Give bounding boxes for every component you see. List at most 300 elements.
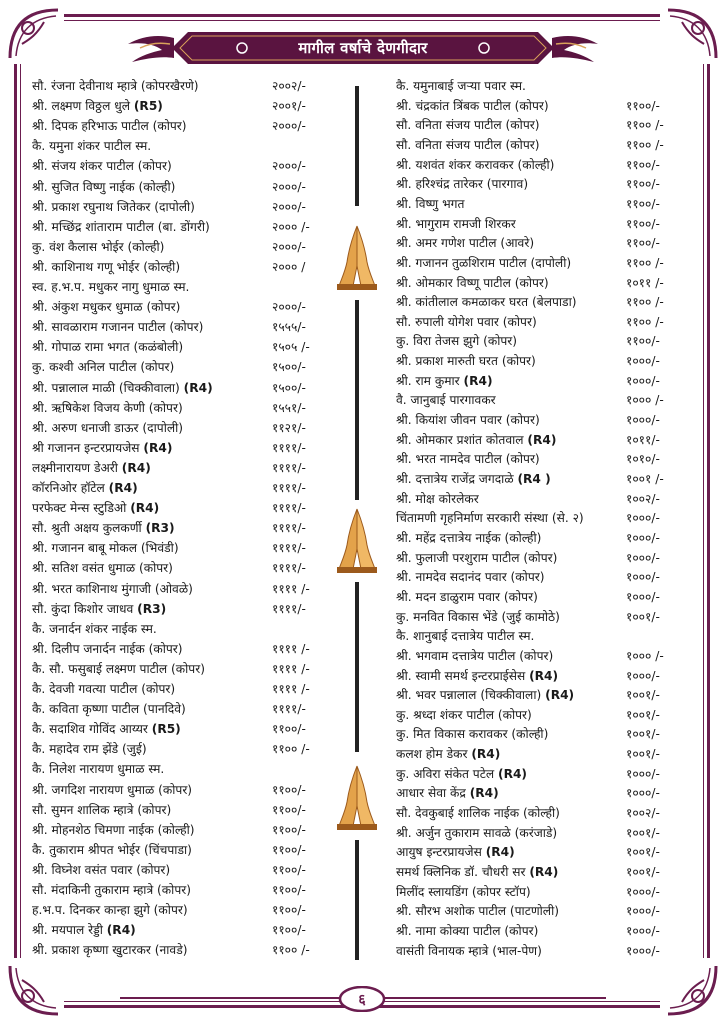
donor-name [396,155,554,175]
donor-row [32,438,344,458]
donor-name-text: मिलींद स्लायडिंग (कोपर स्टॉप) [396,884,531,899]
donor-name [32,538,179,558]
donation-amount: १०००/- [626,530,660,545]
donor-row [32,277,344,297]
donor-name [396,587,538,607]
donation-amount: ११००/- [272,822,306,837]
donation-amount: ११००/- [272,722,306,737]
donor-row [32,398,344,418]
donor-name [396,174,528,194]
donation-amount: १०००/- [626,413,660,428]
donation-amount: ११००/- [272,883,306,897]
donor-row [32,920,344,940]
donor-name-text: श्री. विघ्नेश वसंत पवार (कोपर) [32,862,171,877]
corner-ornament-icon [6,6,62,62]
donor-name-text: कु. श्रध्दा शंकर पाटील (कोपर) [396,707,532,722]
receipt-tag: (R4) [463,373,493,388]
donor-row [32,940,344,960]
donor-row [32,599,344,619]
donor-name-text: चिंतामणी गृहनिर्माण सरकारी संस्था (से. २) [396,511,584,526]
donation-amount: १००१/- [626,845,660,860]
donor-name [396,626,534,646]
donor-row [32,116,344,136]
donor-name-text: श्री. मदन डाळुराम पवार (कोपर) [396,589,538,604]
donor-name [32,478,138,498]
donor-row [32,96,344,116]
donor-name [32,820,195,840]
donor-name-text: आयुष इन्टरप्रायजेस [396,845,482,860]
receipt-tag: (R4) [130,501,160,516]
donor-name-text: श्री. प्रकाश कृष्णा खुटारकर (नावडे) [32,943,188,958]
donor-name [396,253,571,273]
receipt-tag: (R4) [498,766,528,781]
folded-hands-icon [337,762,377,832]
donation-amount: ११११/- [272,460,306,475]
donation-amount: १००१/- [626,609,660,624]
donor-name [32,860,170,880]
donor-name-text: ह.भ.प. दिनकर कान्हा झुगे (कोपर) [32,903,188,918]
donation-amount: १५००/- [272,360,306,375]
donation-amount: १००२/- [626,491,660,506]
donation-amount: १५००/- [272,380,306,395]
donor-row [32,257,344,277]
donor-row [396,666,686,686]
donation-amount: ११००/- [626,196,660,211]
donor-name [32,96,163,116]
donor-row [32,458,344,478]
donor-name [396,508,584,528]
donor-name-text: श्री. लक्ष्मण विठ्ठल धुले [32,99,130,114]
donor-name-text: श्री. सौरभ अशोक पाटील (पाटणोली) [396,904,559,919]
donor-name-text: श्री. राम कुमार [396,373,460,388]
donor-name-text: सौ. श्रुती अक्षय कुलकर्णी [32,521,142,536]
donor-name [396,783,499,803]
donor-name [396,351,536,371]
donor-name [32,498,159,518]
donor-row [396,803,686,823]
donor-name [396,567,545,587]
receipt-tag: (R4) [183,380,213,395]
donation-amount: १०००/- [626,766,660,781]
donor-name [32,357,174,377]
donor-name [396,823,557,843]
donor-name-text: कु. मित विकास करावकर (कोल्ही) [396,727,549,742]
donor-name [32,317,203,337]
donation-amount: १०००/- [626,884,660,899]
donor-name-text: सौ. रंजना देवीनाथ म्हात्रे (कोपरखैरणे) [32,79,199,93]
donor-name [396,76,526,96]
donor-name-text: कै. देवजी गवत्या पाटील (कोपर) [32,682,176,696]
donor-name [32,759,164,779]
donor-name [396,548,557,568]
donor-name-text: कै. सौ. फसुबाई लक्ष्मण पाटील (कोपर) [32,661,205,676]
donor-row [396,685,686,705]
donor-name-text: श्री. मयपाल रेड्डी [32,923,103,938]
donor-name-text: श्री. कांतीलाल कमळाकर घरत (बेलपाडा) [396,295,577,310]
donor-row [32,659,344,679]
donor-name-text: कै. सदाशिव गोविंद आय्यर [32,722,148,737]
donor-name [32,780,192,800]
donor-name-text: श्री. स्वामी समर्थ इन्टरप्राईसेस [396,668,526,683]
donor-row [396,331,686,351]
center-divider [355,582,359,752]
donor-name-text: श्री. जगदिश नारायण धुमाळ (कोपर) [32,782,193,797]
donor-row [396,842,686,862]
donor-name-text: श्री. अंकुश मधुकर धुमाळ (कोपर) [32,300,181,315]
donor-name-text: वै. जानुबाई पारगावकर [396,393,496,408]
donation-amount: १०००/- [626,589,660,604]
donation-amount: १००१ /- [626,472,664,486]
donor-name [396,882,531,902]
donor-row [396,941,686,961]
donor-name [32,800,171,820]
receipt-tag: (R4) [545,688,575,703]
donor-row [396,76,686,96]
donor-name [32,619,157,639]
donor-row [396,273,686,293]
donation-amount: ११०० /- [626,118,664,133]
donor-row [396,96,686,116]
donor-row [396,410,686,430]
donor-row [396,233,686,253]
donation-amount: ११११ /- [272,682,310,696]
donor-name [32,237,164,257]
donor-name [396,901,559,921]
donor-name-text: कलश होम डेकर [396,747,468,762]
donation-amount: ११०० /- [272,943,310,958]
donor-name-text: कै. कविता कृष्णा पाटील (पानदिवे) [32,702,186,717]
center-divider [355,840,359,960]
donor-row [32,800,344,820]
donation-amount: ११२१/- [272,420,306,435]
donor-name-text: श्री. मोहनशेठ चिमणा नाईक (कोल्ही) [32,822,195,837]
donor-row [32,558,344,578]
donor-name [32,398,183,418]
donor-name [32,297,180,317]
donor-name-text: श्री. सावळाराम गजानन पाटील (कोपर) [32,320,204,335]
donor-name-text: श्री. भरत नामदेव पाटील (कोपर) [396,452,540,467]
donation-amount: १०१०/- [626,452,660,467]
donor-row [32,759,344,779]
donor-name-text: श्री. अमर गणेश पाटील (आवरे) [396,236,535,251]
donor-row [396,449,686,469]
donation-amount: ११११/- [272,481,306,495]
donation-amount: ११००/- [272,842,306,857]
donor-name [32,579,193,599]
donor-row [32,156,344,176]
donor-row [32,679,344,699]
banner-left-flourish-icon [118,30,174,66]
donor-name [396,430,556,450]
receipt-tag: (R4) [529,865,559,879]
donor-name-text: सौ. वनिता संजय पाटील (कोपर) [396,118,540,133]
donation-amount: १००१/- [626,865,660,879]
page-title: मागील वर्षाचे देणगीदार [298,39,428,57]
receipt-tag: (R4) [469,786,499,801]
donation-amount: ११११ /- [272,581,310,596]
center-divider [355,300,359,500]
donor-name [32,719,181,739]
donation-amount: १००० /- [626,648,664,663]
center-divider [355,86,359,206]
donor-name [32,257,180,277]
donor-row [32,880,344,900]
donor-name-text: सौ. रुपाली योगेश पवार (कोपर) [396,314,537,329]
receipt-tag: (R5) [151,722,181,737]
donation-amount: १०००/- [626,570,660,585]
donor-row [32,840,344,860]
donor-name-text: श्री. दिलीप जनार्दन नाईक (कोपर) [32,641,183,656]
donation-amount: ११००/- [272,782,306,797]
donor-row [396,194,686,214]
donor-name [32,197,195,217]
donor-name-text: श्री. मच्छिंद्र शांताराम पाटील (बा. डोंगरी) [32,219,210,234]
donation-amount: २०००/- [272,239,306,254]
donor-row [396,351,686,371]
receipt-tag: (R4) [529,668,559,683]
donor-name-text: श्री. दिपक हरिभाऊ पाटील (कोपर) [32,119,187,134]
donation-amount: १५५१/- [272,400,306,415]
folded-hands-icon [337,222,377,292]
donor-name-text: श्री. संजय शंकर पाटील (कोपर) [32,159,172,174]
donation-amount: १०११ /- [626,275,664,290]
donor-name [396,292,577,312]
donation-amount: ११११/- [272,440,306,455]
donor-row [32,418,344,438]
donor-name-text: कै. यमुना शंकर पाटील स्म. [32,139,152,154]
receipt-tag: (R4) [121,460,151,475]
donor-name-text: कै. महादेव राम झेंडे (जुई) [32,742,147,757]
donation-amount: ११०० /- [626,255,664,270]
donor-name-text: श्री गजानन इन्टरप्रायजेस [32,440,140,455]
donor-name [32,840,192,860]
donor-name [32,116,187,136]
donor-name-text: सौ. मंदाकिनी तुकाराम म्हात्रे (कोपर) [32,883,191,897]
donor-name-text: श्री. सुजित विष्णु नाईक (कोल्ही) [32,179,176,194]
donor-name [32,699,186,719]
donor-row [396,508,686,528]
donation-amount: ११००/- [626,177,660,192]
donation-amount: १०००/- [626,373,660,388]
donor-row [396,862,686,882]
donor-row [32,579,344,599]
donor-name-text: कु. वंश कैलास भोईर (कोल्ही) [32,239,165,254]
donor-name-text: श्री. अरुण धनाजी डाऊर (दापोली) [32,420,184,435]
donor-row [396,115,686,135]
donor-name-text: श्री. ऋषिकेश विजय केणी (कोपर) [32,400,183,415]
donor-row [32,177,344,197]
donation-amount: ११०० /- [272,742,310,757]
donation-amount: ११००/- [272,862,306,877]
donor-name-text: कॉरनिओर हॉटेल [32,481,105,495]
donor-name [32,900,188,920]
page-number: ६ [358,992,366,1008]
donor-name-text: श्री. प्रकाश मारुती घरत (कोपर) [396,354,536,369]
donor-name [396,469,551,489]
donor-name-text: श्री. गजानन बाबू मोकल (भिवंडी) [32,541,179,556]
donor-row [396,901,686,921]
receipt-tag: (R3) [137,601,167,616]
donor-name-text: श्री. गजानन तुळशिराम पाटील (दापोली) [396,255,572,270]
receipt-tag: (R4) [143,440,173,455]
donor-name [396,764,527,784]
donation-amount: ११११ /- [272,661,310,676]
donation-amount: १०००/- [626,668,660,683]
donor-row [396,921,686,941]
donor-name [32,599,166,619]
donor-row [396,312,686,332]
donation-amount: १०००/- [626,786,660,801]
receipt-tag: (R3) [145,521,175,536]
donor-name-text: वासंती विनायक म्हात्रे (भाल-पेण) [396,943,542,958]
donor-name [396,842,515,862]
donor-name [396,371,493,391]
donor-row [32,739,344,759]
right-donor-list [396,76,686,966]
donor-name [396,862,558,882]
donor-row [396,567,686,587]
donor-name [32,518,175,538]
donation-amount: २०००/- [272,159,306,174]
donor-name-text: श्री. चंद्रकांत त्रिंबक पाटील (कोपर) [396,98,549,113]
donation-amount: ११००/- [626,157,660,172]
donation-amount: ११०० /- [626,295,664,310]
left-donor-list [32,76,344,966]
receipt-tag: (R5) [133,99,163,114]
donor-name [32,76,199,96]
donation-amount: ११००/- [272,923,306,938]
donor-name [396,233,534,253]
donor-row [396,607,686,627]
donor-name [396,214,516,234]
donor-row [396,783,686,803]
donor-name-text: समर्थ क्लिनिक डॉ. चौधरी सर [396,865,526,879]
donor-row [32,780,344,800]
donor-name [396,528,541,548]
donation-amount: १००१/- [626,727,660,742]
donor-name [32,177,175,197]
donor-row [32,619,344,639]
donation-amount: ११११/- [272,601,306,616]
donor-row [32,297,344,317]
donor-name [396,705,532,725]
donor-name-text: श्री. विष्णु भगत [396,196,465,211]
donor-row [32,498,344,518]
receipt-tag: (R4 ) [517,472,551,486]
donor-name [396,685,574,705]
donor-name [32,940,187,960]
donor-row [396,135,686,155]
donor-name [396,194,464,214]
donation-amount: ११००/- [272,802,306,817]
donor-name-text: श्री. काशिनाथ गणू भोईर (कोल्ही) [32,259,181,274]
donation-amount: ११००/- [626,216,660,231]
donor-name [396,115,540,135]
donation-amount: ११११/- [272,501,306,516]
donor-name-text: श्री. नामा कोक्या पाटील (कोपर) [396,923,539,938]
donor-name-text: श्री. हरिश्चंद्र तारेकर (पारगाव) [396,177,529,192]
donation-amount: ११११/- [272,541,306,556]
donor-row [32,699,344,719]
donor-row [396,253,686,273]
donor-row [396,744,686,764]
donor-name-text: श्री. दत्तात्रेय राजेंद्र जगदाळे [396,472,514,486]
donation-amount: १००१/- [626,688,660,703]
folded-hands-icon [337,505,377,575]
donor-name-text: लक्ष्मीनारायण डेअरी [32,460,118,475]
donor-row [32,76,344,96]
donation-amount: ११११/- [272,702,306,717]
donor-name-text: सौ. देवकुबाई शालिक नाईक (कोल्ही) [396,806,560,821]
receipt-tag: (R4) [108,481,138,495]
donor-name [396,607,560,627]
donation-amount: २०००/- [272,199,306,214]
donor-name-text: श्री. प्रकाश रघुनाथ जितेकर (दापोली) [32,199,195,214]
donation-amount: २०००/- [272,300,306,315]
donation-amount: १००१/- [626,747,660,762]
donor-name-text: कु. विरा तेजस झुगे (कोपर) [396,334,518,349]
donor-name [32,920,136,940]
donor-name-text: कु. मनवित विकास भेंडे (जुई कामोठे) [396,609,560,624]
donor-name-text: श्री. नामदेव सदानंद पवार (कोपर) [396,570,545,585]
donor-name [396,666,558,686]
donor-row [32,317,344,337]
donation-amount: २००० / [272,259,306,274]
donor-name-text: कु. कश्वी अनिल पाटील (कोपर) [32,360,175,375]
donor-name [396,410,540,430]
receipt-tag: (R4) [106,923,136,938]
donor-row [396,155,686,175]
donor-name [396,646,553,666]
donor-name [396,941,542,961]
donation-amount: ११११ /- [272,641,310,656]
donation-amount: १००१/- [626,825,660,840]
donor-name-text: कै. जनार्दन शंकर नाईक स्म. [32,621,157,636]
donor-name-text: श्री. गोपाळ रामा भगत (कळंबोली) [32,340,184,355]
donation-amount: २००२/- [272,79,306,93]
donor-name [32,378,213,398]
donor-name-text: श्री. भरत काशिनाथ मुंगाजी (ओवळे) [32,581,193,596]
donor-row [396,528,686,548]
donor-row [32,820,344,840]
donor-row [396,724,686,744]
donor-name [32,880,191,900]
donor-row [32,197,344,217]
donor-name-text: श्री. मोक्ष कोरलेकर [396,491,479,506]
donor-name [32,679,175,699]
donor-row [32,136,344,156]
donor-name-text: श्री. महेंद्र दत्तात्रेय नाईक (कोल्ही) [396,530,542,545]
donor-name [396,724,548,744]
donor-name [32,156,172,176]
donation-amount: १५०५ /- [272,340,310,355]
donor-name [32,458,151,478]
donor-row [396,292,686,312]
donor-row [32,518,344,538]
donation-amount: १००१/- [626,707,660,722]
donor-name [396,390,496,410]
donor-name [396,803,560,823]
donation-amount: २००० /- [272,219,310,234]
donation-amount: ११०० /- [626,314,664,329]
donor-name-text: श्री. सतिश वसंत धुमाळ (कोपर) [32,561,173,576]
donor-name-text: सौ. कुंदा किशोर जाधव [32,601,134,616]
donation-amount: २०००/- [272,179,306,194]
donor-row [396,626,686,646]
donor-name [396,489,479,509]
donor-row [396,587,686,607]
donor-name-text: कु. अविरा संकेत पटेल [396,766,495,781]
